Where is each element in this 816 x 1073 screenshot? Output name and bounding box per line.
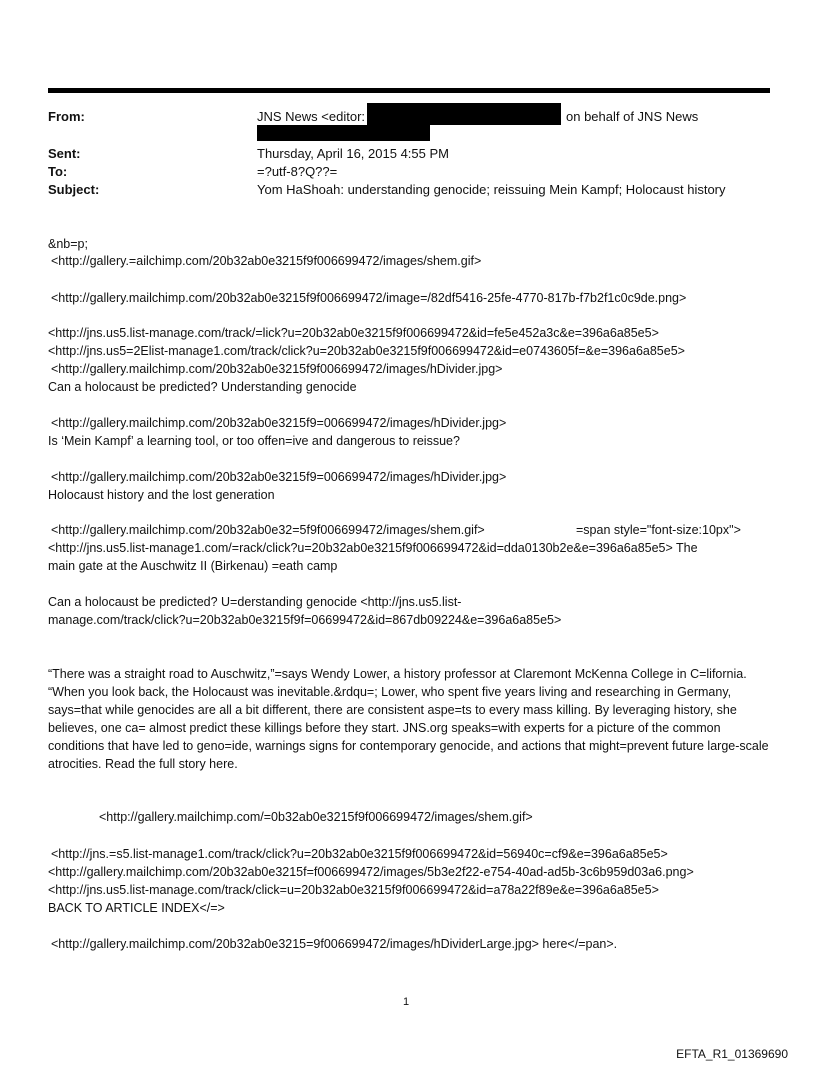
tracking-link: <http://jns.=s5.list-manage1.com/track/click?u=20b32ab0e3215f9f006699472&id=56940c=cf9&e=396a6a85e5> <box>51 847 668 861</box>
article-paragraph: “There was a straight road to Auschwitz,”=says Wendy Lower, a history professor at Claremont McKenna College in C=lifornia. “When you look back, the Holocaust was inevitable.&rdqu=; Lower, who spent five years living and researching in Germany, says=that while genocides are all a bit different, there are consistent aspe=ts to every mass killing. By leveraging history, she believes, one ca= almost predict these killings before they start. JNS.org speaks=with experts for a picture of the common conditions that have led to geno=ide, warnings signs for contemporary genocide, and actions that might=prevent future large-scale atrocities. Read the full story here. <box>48 667 769 771</box>
body-line: &nb=p; <box>48 237 88 251</box>
tracking-link: <http://jns.us5.list-manage.com/track/=lick?u=20b32ab0e3215f9f006699472&id=fe5e452a3c&e=396a6a85e5> <box>48 326 659 340</box>
sent-label: Sent: <box>48 146 81 161</box>
image-link: <http://gallery.mailchimp.com/20b32ab0e3215f9f006699472/images/hDivider.jpg> <box>51 362 503 376</box>
redaction-block <box>367 103 561 125</box>
image-link: <http://gallery.mailchimp.com/20b32ab0e32=5f9f006699472/images/shem.gif> <box>51 523 485 537</box>
image-link: <http://gallery.mailchimp.com/20b32ab0e3215=9f006699472/images/hDividerLarge.jpg> here</=pan>. <box>51 937 618 951</box>
image-link: <http://gallery.mailchimp.com/20b32ab0e3215f9=006699472/images/hDivider.jpg> <box>51 470 507 484</box>
to-label: To: <box>48 164 68 179</box>
article-headline: Can a holocaust be predicted? U=derstanding genocide <http://jns.us5.list- <box>48 595 462 609</box>
image-link: <http://gallery.mailchimp.com/20b32ab0e3215f9f006699472/image=/82df5416-25fe-4770-817b-f7b2f1c0c9de.png> <box>51 291 687 305</box>
redaction-block <box>257 125 430 141</box>
sent-value: Thursday, April 16, 2015 4:55 PM <box>257 146 449 161</box>
body-line: =span style="font-size:10px"> <box>576 523 741 537</box>
tracking-link: <http://jns.us5.list-manage.com/track/click=u=20b32ab0e3215f9f006699472&id=a78a22f89e&e=396a6a85e5> <box>48 883 659 897</box>
tracking-link: <http://jns.us5.list-manage1.com/=rack/click?u=20b32ab0e3215f9f006699472&id=dda0130b2e&e=396a6a85e5> The <box>48 541 698 555</box>
back-to-index-link: BACK TO ARTICLE INDEX</=> <box>48 901 225 915</box>
to-value: =?utf-8?Q??= <box>257 164 338 179</box>
page-number: 1 <box>403 996 410 1008</box>
article-headline: Holocaust history and the lost generation <box>48 488 275 502</box>
subject-value: Yom HaShoah: understanding genocide; reissuing Mein Kampf; Holocaust history <box>257 182 726 197</box>
image-link: <http://gallery.=ailchimp.com/20b32ab0e3215f9f006699472/images/shem.gif> <box>51 254 482 268</box>
image-link: <http://gallery.mailchimp.com/=0b32ab0e3215f9f006699472/images/shem.gif> <box>99 810 533 824</box>
article-headline: Can a holocaust be predicted? Understanding genocide <box>48 380 357 394</box>
tracking-link: manage.com/track/click?u=20b32ab0e3215f9f=06699472&id=867db09224&e=396a6a85e5> <box>48 613 562 627</box>
photo-caption: main gate at the Auschwitz II (Birkenau) =eath camp <box>48 559 338 573</box>
image-link: <http://gallery.mailchimp.com/20b32ab0e3215f=f006699472/images/5b3e2f22-e754-40ad-ad5b-3c6b959d03a6.png> <box>48 865 694 879</box>
article-headline: Is ‘Mein Kampf’ a learning tool, or too offen=ive and dangerous to reissue? <box>48 434 460 448</box>
subject-label: Subject: <box>48 182 100 197</box>
from-label: From: <box>48 109 85 124</box>
header-rule <box>48 88 770 93</box>
tracking-link: <http://jns.us5=2Elist-manage1.com/track/click?u=20b32ab0e3215f9f006699472&id=e0743605f=&e=396a6a85e5> <box>48 344 685 358</box>
from-value-prefix: JNS News <editor: <box>257 109 366 124</box>
image-link: <http://gallery.mailchimp.com/20b32ab0e3215f9=006699472/images/hDivider.jpg> <box>51 416 507 430</box>
bates-number: EFTA_R1_01369690 <box>676 1047 788 1061</box>
from-value-suffix: on behalf of JNS News <box>566 109 699 124</box>
